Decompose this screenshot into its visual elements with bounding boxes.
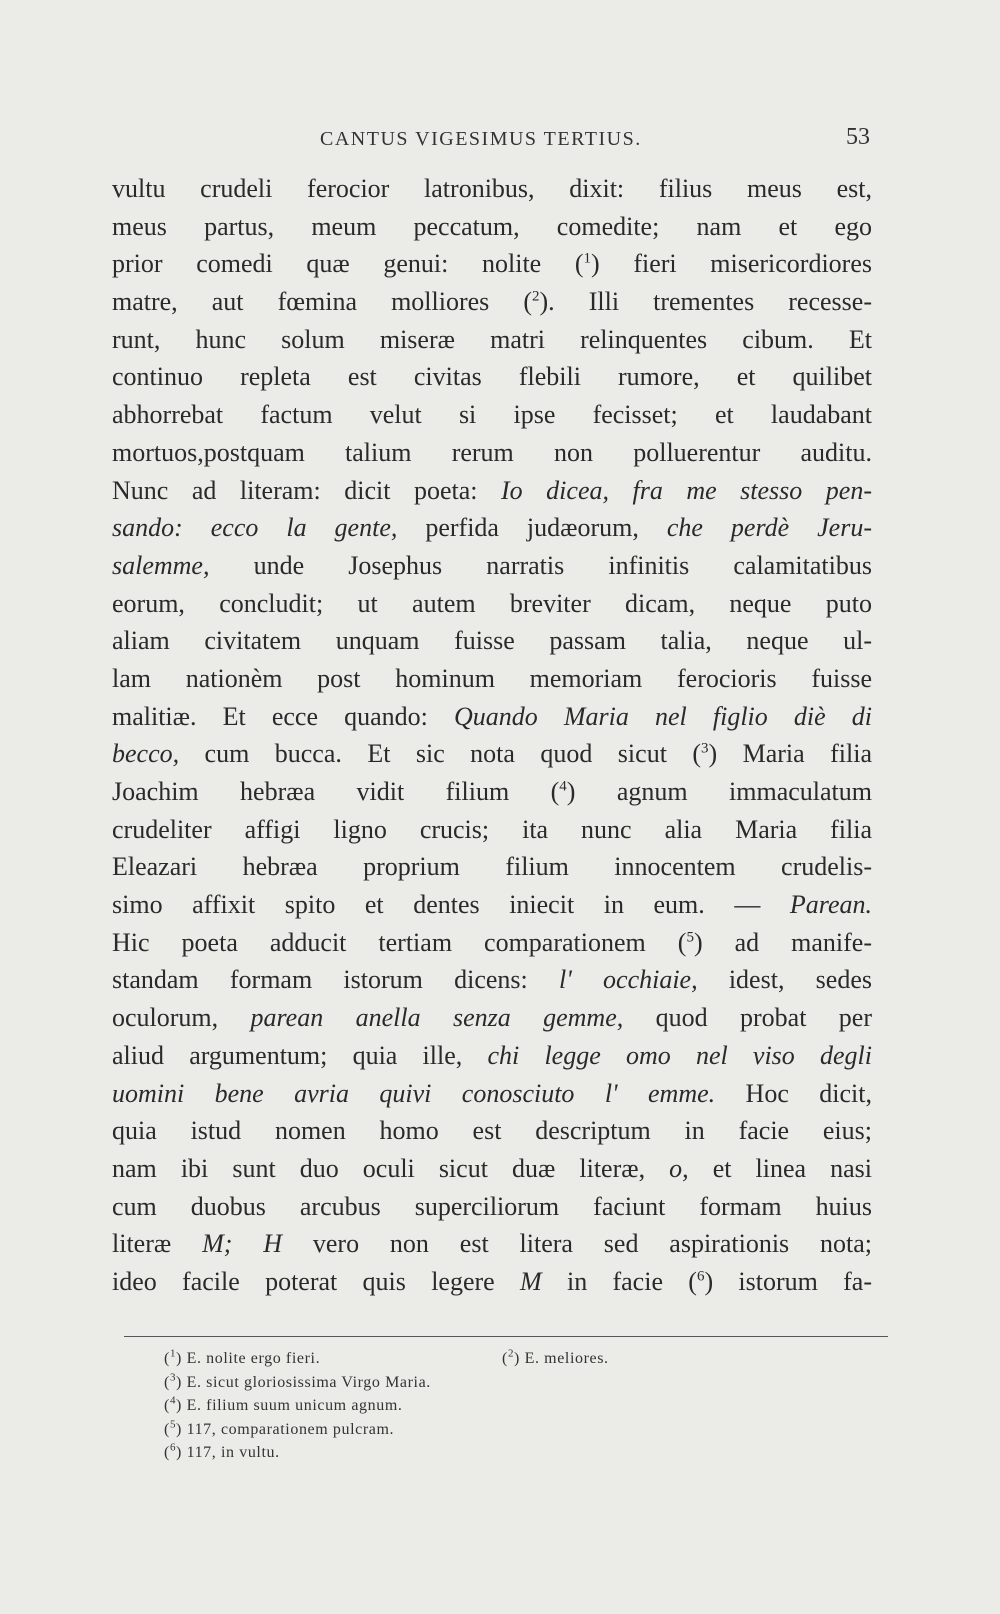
text-segment: perfida judæorum, — [397, 513, 667, 543]
footnote-mark: 6 — [169, 1441, 177, 1454]
italic-text: sando: ecco la gente, — [112, 513, 398, 543]
footnote-reference: 6 — [696, 1268, 705, 1285]
text-line — [112, 509, 872, 547]
footnote-reference: 3 — [701, 740, 709, 757]
running-title: CANTUS VIGESIMUS TERTIUS. — [320, 128, 642, 150]
italic-text: M — [520, 1266, 542, 1296]
footnote-text: E. filium suum unicum agnum. — [186, 1397, 403, 1414]
text-segment: nam ibi sunt duo oculi sicut duæ literæ, — [112, 1153, 670, 1183]
text-segment: ) fieri misericordiores — [591, 249, 872, 279]
text-segment: malitiæ. Et ecce quando: — [112, 701, 454, 731]
text-segment: et linea nasi — [688, 1153, 872, 1183]
footnote: ($^1$) E. nolite ergo fieri. ($^2$) E. meliores. — [164, 1347, 864, 1371]
text-line — [112, 1075, 872, 1113]
text-line — [112, 1150, 872, 1188]
text-line — [112, 773, 872, 811]
footnote-rule — [124, 1336, 888, 1337]
footnote-reference: 4 — [559, 778, 567, 795]
text-line — [112, 585, 872, 623]
footnote: ($^3$) E. sicut gloriosissima Virgo Maria. — [164, 1371, 431, 1391]
text-line — [112, 735, 872, 773]
text-line — [112, 1037, 872, 1075]
text-segment: standam formam istorum dicens: — [112, 965, 559, 995]
text-segment: cum duobus arcubus superciliorum faciunt formam huius — [112, 1191, 872, 1221]
text-segment: cum bucca. Et sic nota quod sicut ( — [179, 739, 702, 769]
italic-text: che perdè Jeru- — [666, 513, 872, 543]
italic-text: salemme, — [112, 550, 210, 580]
italic-text: Quando Maria nel figlio diè di — [454, 701, 872, 731]
text-segment: idest, sedes — [697, 965, 872, 995]
footnote: ($^4$) E. filium suum unicum agnum. — [164, 1394, 403, 1414]
italic-text: M; H — [202, 1229, 283, 1259]
text-segment: Nunc ad literam: dicit poeta: — [112, 475, 502, 505]
text-segment: lam nationèm post hominum memoriam ferocioris fuisse — [112, 663, 872, 693]
text-segment: eorum, concludit; ut autem breviter dicam, neque puto — [112, 588, 872, 618]
text-segment: mortuos,postquam talium rerum non polluerentur auditu. — [112, 437, 872, 467]
footnote-text: E. nolite ergo fieri. — [186, 1350, 321, 1367]
text-line — [112, 1263, 872, 1301]
text-line — [112, 1112, 872, 1150]
text-line — [112, 208, 872, 246]
text-line — [112, 622, 872, 660]
text-segment: ) istorum fa- — [704, 1266, 872, 1296]
text-line — [112, 999, 872, 1037]
text-segment: ) Maria filia — [708, 739, 872, 769]
text-segment: quia istud nomen homo est descriptum in facie eius; — [112, 1116, 872, 1146]
text-segment: Hoc dicit, — [715, 1078, 872, 1108]
footnote-mark: 1 — [169, 1347, 177, 1360]
italic-text: becco, — [112, 739, 180, 769]
footnote: ($^5$) 117, comparationem pulcram. — [164, 1418, 395, 1438]
running-head — [120, 124, 870, 158]
text-segment: Hic poeta adducit tertiam comparationem ( — [112, 927, 687, 957]
body-text — [112, 170, 872, 1301]
text-segment: runt, hunc solum miseræ matri relinquentes cibum. Et — [112, 324, 872, 354]
text-segment: simo affixit spito et dentes iniecit in eum. — — [112, 890, 790, 920]
text-segment: vultu crudeli ferocior latronibus, dixit: filius meus est, — [112, 174, 872, 203]
text-line — [112, 1225, 872, 1263]
footnote-mark: 4 — [169, 1394, 177, 1407]
text-line — [112, 358, 872, 396]
text-line — [112, 1188, 872, 1226]
text-line — [112, 396, 872, 434]
text-line — [112, 283, 872, 321]
text-line — [112, 170, 872, 208]
text-line — [112, 321, 872, 359]
footnote-reference: 2 — [532, 288, 540, 305]
text-line — [112, 660, 872, 698]
italic-text: o, — [669, 1153, 689, 1183]
text-line — [112, 848, 872, 886]
text-segment: Eleazari hebræa proprium filium innocentem crudelis- — [112, 852, 872, 882]
text-segment: aliud argumentum; quia ille, — [112, 1040, 488, 1070]
text-segment: literæ — [112, 1229, 203, 1259]
footnote-text: E. meliores. — [524, 1350, 609, 1367]
footnote-text: E. sicut gloriosissima Virgo Maria. — [186, 1373, 431, 1391]
footnote-reference: 1 — [583, 250, 592, 267]
text-segment: crudeliter affigi ligno crucis; ita nunc alia Maria filia — [112, 814, 872, 844]
text-segment: quod probat per — [623, 1003, 872, 1033]
text-segment: vero non est litera sed aspirationis nota; — [282, 1229, 872, 1259]
footnote-mark: 5 — [169, 1418, 177, 1431]
text-segment: ). Illi trementes recesse- — [539, 287, 872, 317]
italic-text: Io dicea, fra me stesso pen- — [501, 475, 872, 505]
text-segment: matre, aut fœmina molliores ( — [112, 287, 533, 317]
italic-text: Parean. — [789, 890, 872, 920]
text-segment: ideo facile poterat quis legere — [112, 1266, 520, 1296]
text-line — [112, 434, 872, 472]
italic-text: parean anella senza gemme, — [250, 1003, 624, 1033]
text-segment: in facie ( — [541, 1266, 697, 1296]
text-line — [112, 811, 872, 849]
footnote-mark: 2 — [507, 1347, 515, 1360]
text-segment: ) ad manife- — [693, 927, 872, 957]
text-line — [112, 245, 872, 283]
text-segment: abhorrebat factum velut si ipse fecisset; et laudabant — [112, 400, 872, 430]
footnote-reference: 5 — [686, 929, 694, 946]
text-segment: unde Josephus narratis infinitis calamitatibus — [209, 550, 872, 580]
footnote-second: ($^2$) E. meliores. — [502, 1347, 609, 1367]
text-segment: ) agnum immaculatum — [566, 777, 872, 806]
text-line — [112, 924, 872, 962]
text-segment: meus partus, meum peccatum, comedite; nam et ego — [112, 211, 872, 241]
footnotes — [164, 1347, 864, 1465]
text-line — [112, 547, 872, 585]
footnote-text: 117, in vultu. — [186, 1444, 280, 1461]
text-segment: prior comedi quæ genui: nolite ( — [112, 249, 584, 279]
text-segment: continuo repleta est civitas flebili rumore, et quilibet — [112, 362, 872, 392]
footnote-mark: 3 — [169, 1371, 177, 1384]
text-line — [112, 961, 872, 999]
italic-text: l' occhiaie, — [559, 965, 698, 995]
page-number: 53 — [846, 124, 870, 150]
text-line — [112, 886, 872, 924]
italic-text: uomini bene avria quivi conosciuto l' emme. — [112, 1078, 716, 1108]
footnote: ($^6$) 117, in vultu. — [164, 1441, 280, 1461]
text-segment: Joachim hebræa vidit filium ( — [112, 777, 560, 806]
text-line — [112, 698, 872, 736]
italic-text: chi legge omo nel viso degli — [487, 1040, 872, 1070]
text-line — [112, 472, 872, 510]
text-segment: aliam civitatem unquam fuisse passam talia, neque ul- — [112, 626, 872, 656]
text-segment: oculorum, — [112, 1003, 251, 1033]
footnote-text: 117, comparationem pulcram. — [186, 1420, 395, 1438]
